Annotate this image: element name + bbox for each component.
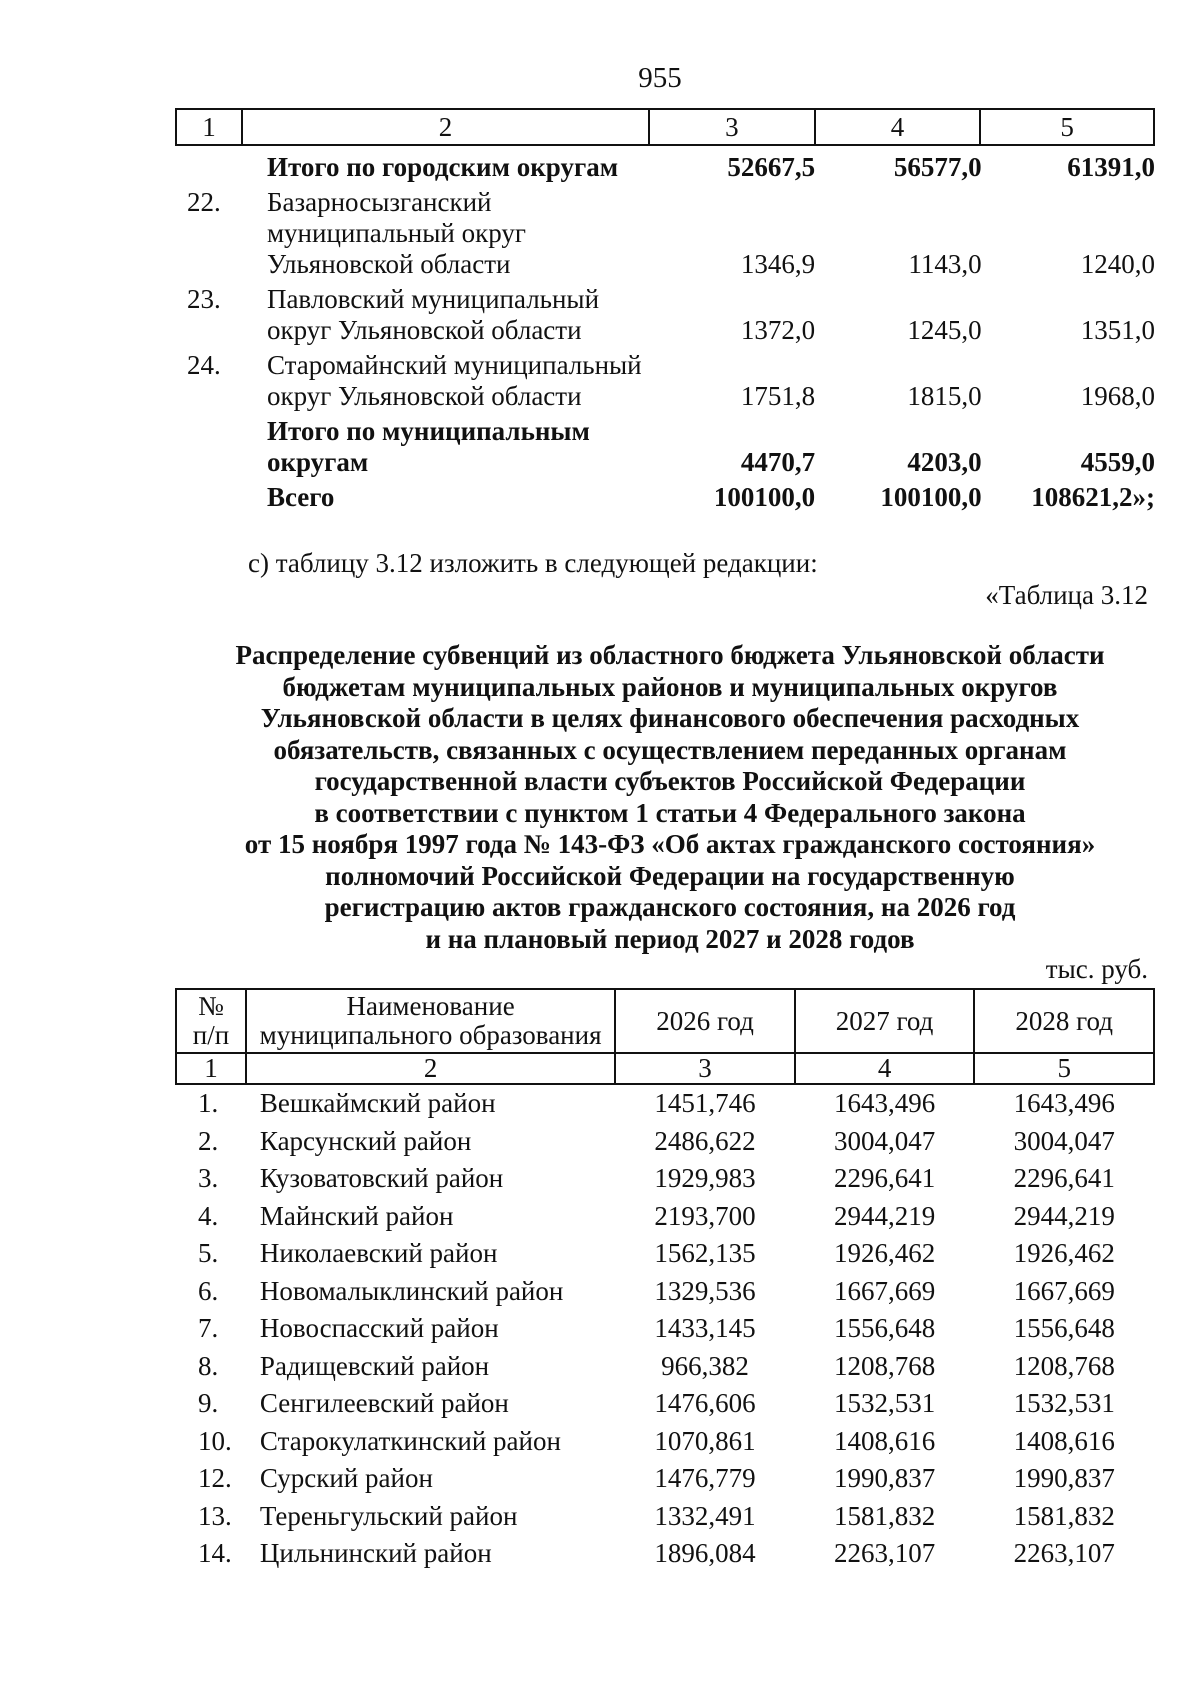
row-name: Новоспасский район [259,1313,499,1344]
table-reference: «Таблица 3.12 [985,580,1148,610]
amendment-note: с) таблицу 3.12 изложить в следующей редакции: [248,548,818,578]
col-number-5: 5 [974,1053,1154,1084]
value-2028: 108621,2»; [1031,482,1155,512]
table-row [176,1160,1154,1198]
value-2027: 1990,837 [833,1463,936,1494]
value-2027: 2944,219 [833,1200,936,1231]
value-2026: 1929,983 [654,1163,756,1194]
value-2026: 1070,861 [654,1425,756,1456]
table-row [175,150,1155,185]
value-2028: 4559,0 [1080,447,1155,477]
row-number: 8. [198,1350,219,1381]
row-name: Радищевский район [259,1350,490,1381]
value-2027: 56577,0 [893,152,982,182]
value-2027: 1143,0 [908,249,982,279]
row-number [175,414,259,480]
value-2028: 1208,768 [1013,1350,1115,1381]
value-2028: 1556,648 [1013,1313,1115,1344]
row-name: Карсунский район [259,1125,472,1156]
row-name: Сенгилеевский район [259,1388,509,1419]
value-2028: 61391,0 [1067,152,1155,182]
value-2027: 1208,768 [833,1350,936,1381]
row-name: Сурский район [259,1463,433,1494]
table-row [176,1084,1154,1123]
value-2026: 1346,9 [740,249,816,279]
value-2026: 1476,606 [654,1388,756,1419]
header-2028: 2028 год [974,989,1154,1053]
col-number-1: 1 [176,1053,246,1084]
row-name: Майнский район [259,1200,454,1231]
row-number: 22. [187,187,221,217]
title-line: от 15 ноября 1997 года № 143-ФЗ «Об актах гражданского состояния» [244,829,1096,859]
title-line: бюджетам муниципальных районов и муниципальных округов [282,671,1058,702]
title-line: в соответствии с пунктом 1 статьи 4 Федерального закона [314,797,1026,828]
row-name: Старокулаткинский район [259,1425,561,1456]
col-number-1: 1 [176,109,242,145]
unit-label: тыс. руб. [1045,954,1148,984]
table-row [176,1310,1154,1348]
col-number-2: 2 [242,109,649,145]
table-row [175,414,1155,480]
table-row [175,480,1155,515]
table-row [175,282,1155,348]
row-name: Новомалыклинский район [259,1275,564,1306]
top-table [175,150,1155,515]
row-number: 3. [198,1163,219,1194]
value-2026: 52667,5 [727,152,816,182]
table-row [176,1348,1154,1386]
table-title [120,640,1200,955]
row-name: Вешкаймский район [259,1088,496,1119]
title-line: обязательств, связанных с осуществлением переданных органам [273,734,1067,765]
row-name: Старомайнский муниципальный округ Ульяновской области [266,350,642,411]
row-number: 23. [187,284,221,314]
value-2026: 1562,135 [654,1238,756,1269]
row-name: Кузоватовский район [259,1163,504,1194]
table-row [176,1385,1154,1423]
row-number: 1. [198,1088,219,1119]
row-number: 9. [198,1388,219,1419]
title-line: Ульяновской области в целях финансового обеспечения расходных [260,703,1080,733]
row-number: 14. [198,1538,232,1569]
title-line: регистрацию актов гражданского состояния, на 2026 год [324,892,1016,922]
value-2026: 100100,0 [713,482,816,512]
value-2026: 966,382 [661,1350,749,1381]
title-line: полномочий Российской Федерации на государственную [325,860,1015,891]
title-line: государственной власти субъектов Российской Федерации [314,766,1026,796]
row-number: 6. [198,1275,219,1306]
row-number: 10. [198,1425,232,1456]
row-number: 2. [198,1125,219,1156]
row-name: Базарносызганский муниципальный округ Ульяновской области [266,187,526,279]
value-2028: 1532,531 [1013,1388,1115,1419]
header-2026: 2026 год [615,989,795,1053]
value-2028: 1990,837 [1013,1463,1115,1494]
value-2027: 3004,047 [833,1125,936,1156]
value-2028: 1926,462 [1013,1238,1115,1269]
row-number: 12. [198,1463,232,1494]
value-2028: 1351,0 [1080,315,1155,345]
value-2027: 1581,832 [833,1500,936,1531]
value-2026: 1476,779 [654,1463,756,1494]
value-2026: 2486,622 [654,1125,756,1156]
header-number: № п/п [176,989,246,1053]
row-number [175,150,259,185]
value-2027: 1926,462 [833,1238,936,1269]
value-2027: 100100,0 [880,482,982,512]
value-2028: 3004,047 [1013,1125,1115,1156]
col-number-2: 2 [246,1053,615,1084]
row-name: Николаевский район [259,1238,498,1269]
header-name: Наименование муниципального образования [246,989,615,1053]
value-2028: 2944,219 [1013,1200,1115,1231]
value-2028: 1240,0 [1080,249,1155,279]
table-row [176,1535,1154,1573]
col-number-3: 3 [649,109,815,145]
row-number: 7. [198,1313,219,1344]
value-2028: 1408,616 [1013,1425,1115,1456]
value-2026: 1332,491 [654,1500,756,1531]
value-2027: 1245,0 [907,315,982,345]
row-number: 24. [187,350,221,380]
value-2027: 1408,616 [833,1425,936,1456]
value-2026: 1329,536 [654,1275,756,1306]
value-2027: 2263,107 [833,1538,936,1569]
value-2027: 2296,641 [833,1163,936,1194]
title-line: Распределение субвенций из областного бюджета Ульяновской области [235,640,1105,670]
row-name: Итого по муниципальным округам [266,416,590,477]
value-2028: 2263,107 [1013,1538,1115,1569]
row-number [175,480,259,515]
table-row [175,185,1155,282]
value-2026: 1433,145 [654,1313,756,1344]
col-number-5: 5 [980,109,1154,145]
value-2026: 4470,7 [740,447,816,477]
value-2026: 1451,746 [654,1088,756,1119]
row-number: 5. [198,1238,219,1269]
value-2028: 1968,0 [1080,381,1155,411]
row-name: Тереньгульский район [259,1500,518,1531]
value-2027: 1667,669 [833,1275,936,1306]
value-2026: 1896,084 [654,1538,756,1569]
value-2028: 1667,669 [1013,1275,1115,1306]
table-row [176,1498,1154,1536]
col-number-4: 4 [815,109,981,145]
top-table-header [175,108,1155,146]
value-2027: 1643,496 [833,1088,936,1119]
row-name: Павловский муниципальный округ Ульяновской области [266,284,600,345]
value-2027: 1532,531 [833,1388,936,1419]
table-row [176,1460,1154,1498]
row-name: Итого по городским округам [266,152,619,182]
value-2028: 1643,496 [1013,1088,1115,1119]
table-row [175,348,1155,414]
row-number: 4. [198,1200,219,1231]
col-number-3: 3 [615,1053,795,1084]
header-2027: 2027 год [795,989,975,1053]
value-2027: 1556,648 [833,1313,936,1344]
value-2026: 1751,8 [740,381,816,411]
table-row [176,1273,1154,1311]
value-2028: 1581,832 [1013,1500,1115,1531]
value-2026: 1372,0 [740,315,816,345]
table-row [176,1123,1154,1161]
value-2028: 2296,641 [1013,1163,1115,1194]
main-table [175,988,1155,1573]
table-row [176,1423,1154,1461]
row-name: Цильнинский район [259,1538,492,1569]
value-2026: 2193,700 [654,1200,756,1231]
row-number: 13. [198,1500,232,1531]
row-name: Всего [266,482,335,512]
table-row [176,1235,1154,1273]
value-2027: 4203,0 [907,447,982,477]
col-number-4: 4 [795,1053,975,1084]
title-line: и на плановый период 2027 и 2028 годов [425,923,915,954]
value-2027: 1815,0 [907,381,982,411]
page-number: 955 [638,62,682,94]
table-row [176,1198,1154,1236]
